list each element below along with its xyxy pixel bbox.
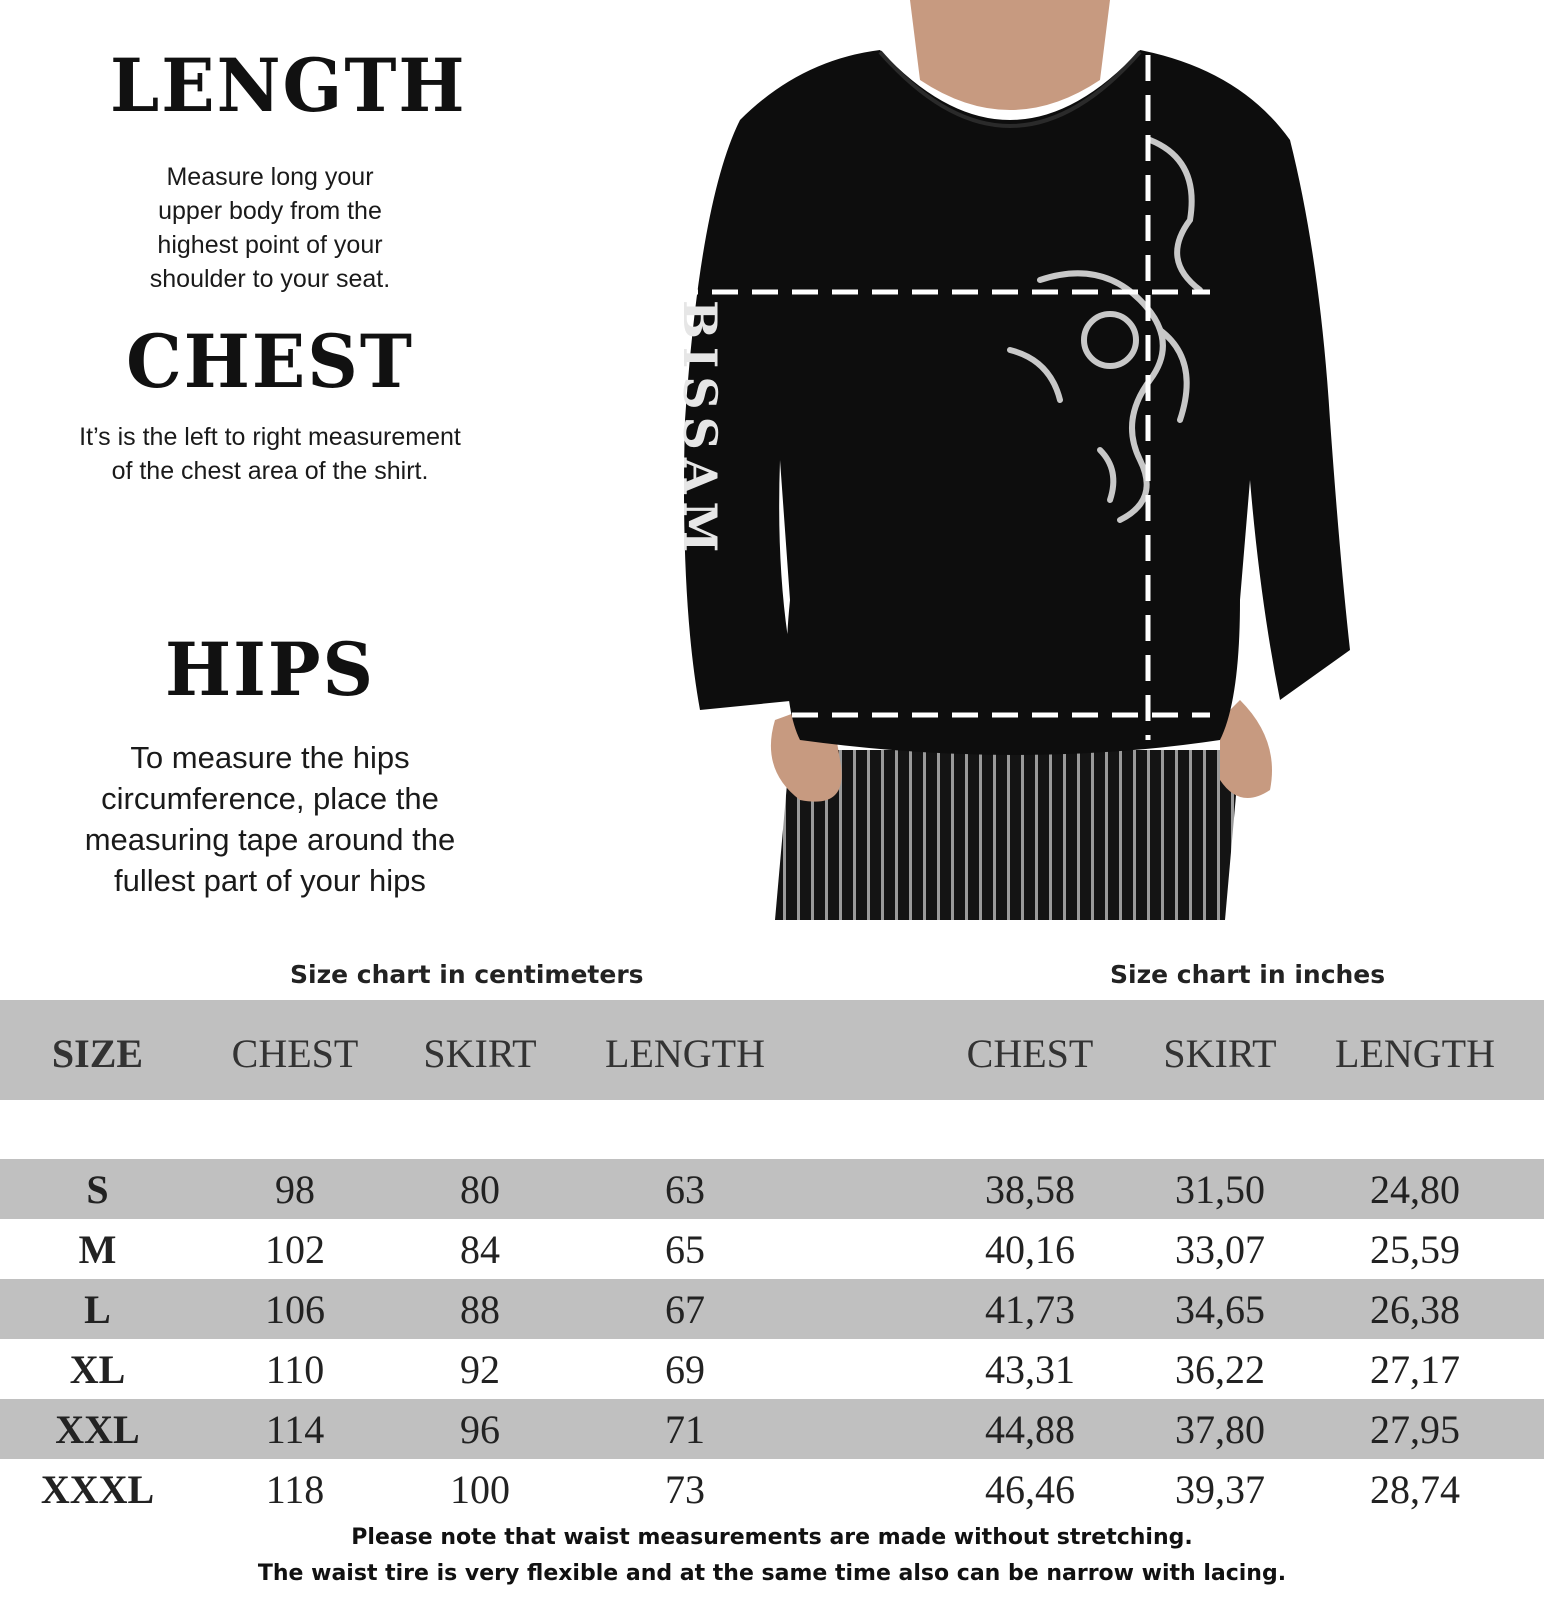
note-line-2: The waist tire is very flexible and at the same time also can be narrow with lacing. (257, 1561, 1287, 1586)
cell-cm-skirt: 88 (460, 1287, 500, 1332)
cell-in-chest: 41,73 (985, 1287, 1075, 1332)
hips-line: To measure the hips (130, 740, 410, 775)
header-size: SIZE (51, 1031, 144, 1076)
header-in-length: LENGTH (1335, 1031, 1495, 1076)
cell-cm-length: 65 (665, 1227, 705, 1272)
cell-in-length: 27,17 (1370, 1347, 1460, 1392)
cell-cm-length: 71 (665, 1407, 705, 1452)
cell-in-chest: 43,31 (985, 1347, 1075, 1392)
cell-in-chest: 38,58 (985, 1167, 1075, 1212)
cell-cm-length: 67 (665, 1287, 705, 1332)
cell-in-chest: 40,16 (985, 1227, 1075, 1272)
cell-size: L (84, 1287, 111, 1332)
cell-in-length: 27,95 (1370, 1407, 1460, 1452)
cell-size: S (86, 1167, 109, 1212)
length-line: Measure long your (166, 163, 374, 191)
cell-in-skirt: 34,65 (1175, 1287, 1265, 1332)
cell-in-skirt: 37,80 (1175, 1407, 1265, 1452)
pants (775, 750, 1240, 920)
cell-cm-skirt: 92 (460, 1347, 500, 1392)
cell-cm-skirt: 84 (460, 1227, 500, 1272)
length-line: upper body from the (158, 197, 382, 225)
cell-size: XXXL (40, 1467, 155, 1512)
cell-cm-chest: 98 (275, 1167, 315, 1212)
cell-in-length: 24,80 (1370, 1167, 1460, 1212)
header-cm-length: LENGTH (605, 1031, 765, 1076)
hips-heading: HIPS (164, 625, 376, 714)
cell-in-chest: 46,46 (985, 1467, 1075, 1512)
chest-line: of the chest area of the shirt. (111, 457, 429, 485)
length-line: shoulder to your seat. (149, 265, 391, 293)
cell-cm-chest: 118 (265, 1467, 325, 1512)
chest-heading: CHEST (126, 317, 414, 406)
note-line-1: Please note that waist measurements are made without stretching. (351, 1525, 1193, 1550)
length-heading: LENGTH (110, 41, 467, 130)
shirt (684, 50, 1350, 755)
cell-size: XL (69, 1347, 126, 1392)
cell-cm-chest: 114 (265, 1407, 325, 1452)
cell-cm-skirt: 80 (460, 1167, 500, 1212)
cell-cm-chest: 106 (265, 1287, 325, 1332)
chest-line: It’s is the left to right measurement (79, 423, 461, 451)
hips-line: circumference, place the (101, 781, 439, 816)
header-in-chest: CHEST (966, 1031, 1094, 1076)
cell-in-length: 25,59 (1370, 1227, 1460, 1272)
header-cm-skirt: SKIRT (423, 1031, 537, 1076)
cell-in-chest: 44,88 (985, 1407, 1075, 1452)
cell-size: M (78, 1227, 117, 1272)
hips-line: measuring tape around the (84, 822, 456, 857)
header-in-skirt: SKIRT (1163, 1031, 1277, 1076)
neck (910, 0, 1110, 110)
hips-line: fullest part of your hips (114, 863, 426, 898)
cell-in-skirt: 36,22 (1175, 1347, 1265, 1392)
cell-cm-length: 73 (665, 1467, 705, 1512)
length-description (110, 160, 430, 296)
inch-chart-caption: Size chart in inches (1110, 960, 1386, 989)
model-photo (673, 0, 1340, 920)
cm-chart-caption: Size chart in centimeters (290, 960, 644, 989)
cell-in-skirt: 31,50 (1175, 1167, 1265, 1212)
hips-description (40, 737, 500, 901)
header-cm-chest: CHEST (231, 1031, 359, 1076)
chest-description (40, 420, 500, 488)
cell-cm-chest: 102 (265, 1227, 325, 1272)
cell-in-length: 26,38 (1370, 1287, 1460, 1332)
cell-in-skirt: 39,37 (1175, 1467, 1265, 1512)
cell-cm-skirt: 96 (460, 1407, 500, 1452)
cell-cm-length: 69 (665, 1347, 705, 1392)
cell-cm-length: 63 (665, 1167, 705, 1212)
cell-in-length: 28,74 (1370, 1467, 1460, 1512)
cell-in-skirt: 33,07 (1175, 1227, 1265, 1272)
cell-cm-skirt: 100 (450, 1467, 510, 1512)
sleeve-print: BISSAM (673, 300, 727, 561)
cell-size: XXL (55, 1407, 140, 1452)
length-line: highest point of your (157, 231, 383, 259)
cell-cm-chest: 110 (265, 1347, 325, 1392)
